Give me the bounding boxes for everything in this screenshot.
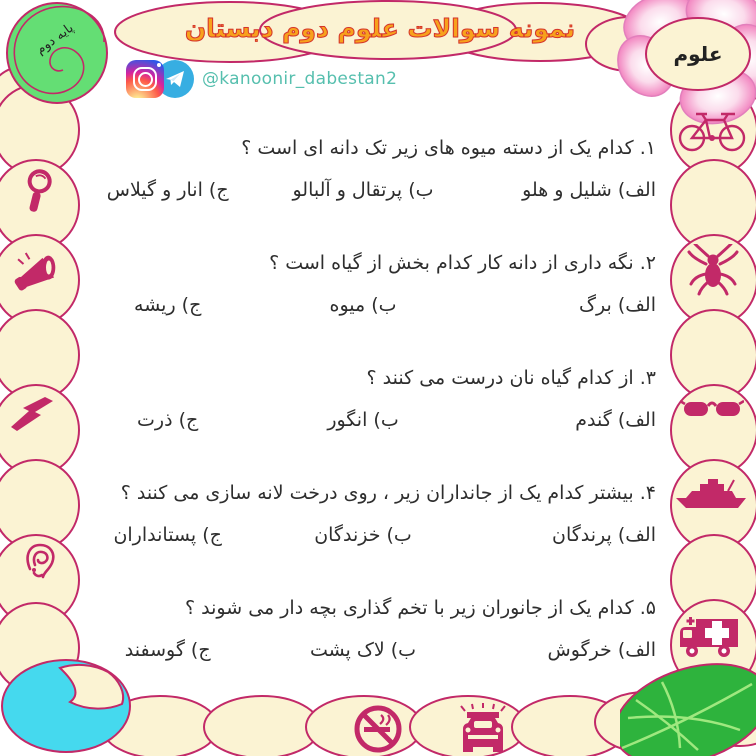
option-jim: ج) پستانداران bbox=[113, 524, 222, 546]
question-text: ۱. کدام یک از دسته میوه های زیر تک دانه ای است ؟ bbox=[241, 137, 656, 159]
question-options bbox=[70, 629, 656, 671]
social-row bbox=[126, 60, 397, 98]
option-be: ب) میوه bbox=[329, 294, 397, 316]
instagram-icon bbox=[126, 60, 164, 98]
question-text: ۳. از کدام گیاه نان درست می کنند ؟ bbox=[366, 367, 656, 389]
lightning-icon bbox=[9, 389, 57, 437]
question-1 bbox=[70, 127, 656, 211]
question-4 bbox=[70, 472, 656, 556]
question-options bbox=[70, 399, 656, 441]
option-alef: الف) برگ bbox=[579, 294, 656, 316]
megaphone-icon bbox=[12, 248, 60, 296]
question-text: ۲. نگه داری از دانه کار کدام بخش از گیاه است ؟ bbox=[269, 252, 656, 274]
bicycle-icon bbox=[676, 106, 748, 154]
magnifier-icon bbox=[13, 168, 61, 216]
question-2 bbox=[70, 242, 656, 326]
subject-badge-label: علوم bbox=[673, 42, 723, 66]
option-jim: ج) ذرت bbox=[137, 409, 199, 431]
question-5 bbox=[70, 587, 656, 671]
social-handle: @kanoonir_dabestan2 bbox=[202, 69, 398, 89]
no-smoking-icon bbox=[352, 703, 404, 755]
question-text: ۵. کدام یک از جانوران زیر با تخم گذاری بچه دار می شوند ؟ bbox=[185, 597, 656, 619]
instagram-lens bbox=[138, 72, 153, 87]
police-car-icon bbox=[455, 703, 511, 755]
grade-spiral-badge bbox=[0, 0, 120, 116]
option-alef: الف) پرندگان bbox=[551, 524, 656, 546]
option-be: ب) خزندگان bbox=[314, 524, 412, 546]
questions-list bbox=[70, 127, 656, 702]
spider-icon bbox=[687, 244, 739, 300]
option-be: ب) لاک پشت bbox=[309, 639, 417, 661]
option-jim: ج) انار و گیلاس bbox=[106, 179, 229, 201]
option-jim: ج) گوسفند bbox=[124, 639, 211, 661]
question-options bbox=[70, 284, 656, 326]
question-3 bbox=[70, 357, 656, 441]
option-alef: الف) شلیل و هلو bbox=[522, 179, 656, 201]
ambulance-icon bbox=[678, 613, 742, 661]
ear-icon bbox=[16, 539, 64, 587]
question-options bbox=[70, 514, 656, 556]
instagram-flash-dot bbox=[157, 63, 161, 67]
grade-badge-label: پایه دوم bbox=[33, 20, 77, 58]
sunglasses-icon bbox=[680, 394, 744, 426]
option-be: ب) انگور bbox=[327, 409, 399, 431]
page-title: نمونه سوالات علوم دوم دبستان bbox=[184, 14, 576, 43]
telegram-plane-glyph bbox=[164, 68, 186, 90]
yacht-icon bbox=[676, 472, 748, 512]
option-alef: الف) خرگوش bbox=[547, 639, 656, 661]
option-alef: الف) گندم bbox=[575, 409, 656, 431]
option-jim: ج) ریشه bbox=[134, 294, 202, 316]
question-text: ۴. بیشتر کدام یک از جانداران زیر ، روی درخت لانه سازی می کنند ؟ bbox=[120, 482, 656, 504]
option-be: ب) پرتقال و آلبالو bbox=[292, 179, 434, 201]
question-options bbox=[70, 169, 656, 211]
